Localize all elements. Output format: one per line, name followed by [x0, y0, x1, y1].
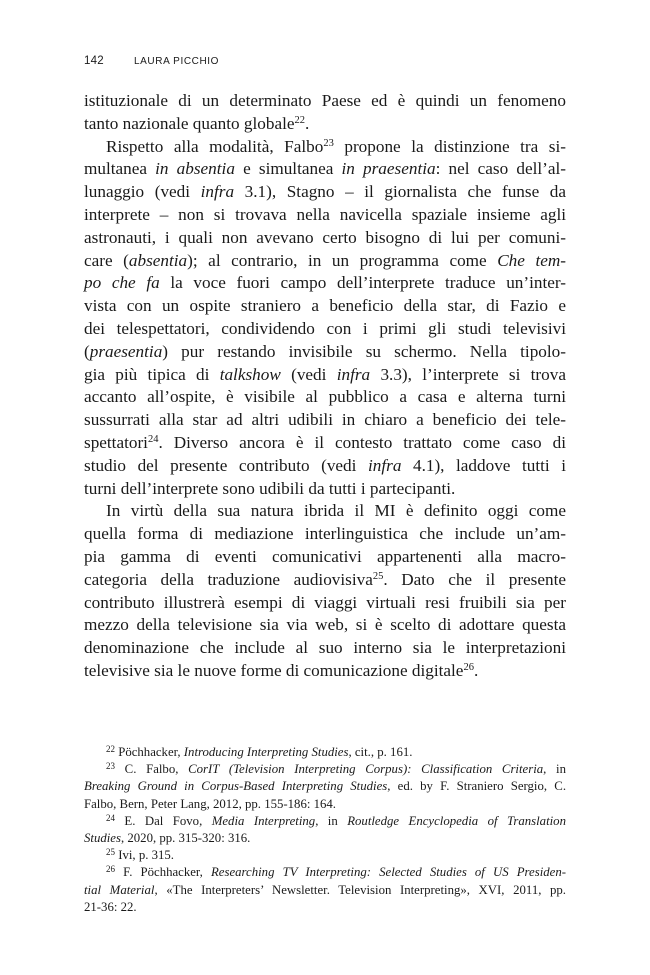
- body-line: [84, 569, 566, 592]
- footnote-line: [84, 830, 566, 847]
- italic-text: absentia: [128, 250, 188, 270]
- text-run: , «The Interpreters’ Newsletter. Television Interpreting», XVI, 2011, pp.: [154, 882, 566, 897]
- text-run: , cit., p. 161.: [348, 745, 413, 759]
- text-run: care (: [84, 250, 129, 270]
- italic-text: talkshow: [219, 364, 281, 384]
- footnote-ref: 23: [106, 761, 115, 772]
- body-line: [84, 341, 566, 364]
- italic-text: Breaking Ground in Corpus-Based Interpreting Studies: [84, 779, 388, 794]
- italic-text: Researching TV Interpreting: Selected Studies of US Presiden-: [210, 865, 566, 880]
- italic-text: infra: [200, 182, 235, 202]
- text-run: pia gamma di eventi comunicativi appartenenti alla macro-: [84, 546, 566, 566]
- body-line: [84, 136, 566, 159]
- text-run: lunaggio (vedi: [84, 182, 201, 202]
- italic-text: Studies: [84, 830, 121, 845]
- italic-text: po che fa: [84, 273, 160, 293]
- text-run: . Diverso ancora è il contesto trattato come caso di: [158, 432, 566, 452]
- footnote-ref: 25: [106, 847, 115, 858]
- body-line: [84, 318, 566, 341]
- body-line: [84, 113, 566, 136]
- body-line: [84, 432, 566, 455]
- text-run: multanea: [84, 159, 156, 179]
- italic-text: in praesentia: [341, 159, 436, 179]
- body-line: [84, 386, 566, 409]
- body-line: [84, 455, 566, 478]
- text-run: Ivi, p. 315.: [115, 848, 175, 863]
- text-run: dei telespettatori, condividendo con i primi gli studi televisivi: [84, 318, 566, 338]
- italic-text: Routledge Encyclopedia of Translation: [347, 813, 566, 828]
- text-run: , in: [543, 762, 566, 777]
- running-header: [84, 55, 219, 67]
- text-run: F. Pöchhacker,: [115, 865, 211, 880]
- body-line: [84, 158, 566, 181]
- text-run: sussurrati alla star ad altri udibili in chiaro a beneficio dei tele-: [84, 410, 566, 430]
- running-author: LAURA PICCHIO: [134, 56, 220, 67]
- body-line: [84, 181, 566, 204]
- italic-text: praesentia: [89, 341, 163, 361]
- italic-text: infra: [336, 364, 371, 384]
- body-line: [84, 478, 566, 501]
- text-run: Rispetto alla modalità, Falbo: [106, 136, 324, 156]
- footnote-ref: 22: [294, 114, 305, 126]
- body-line: [84, 592, 566, 615]
- body-line: [84, 295, 566, 318]
- body-line: [84, 500, 566, 523]
- italic-text: CorIT (Television Interpreting Corpus): Classification Criteria: [188, 762, 544, 777]
- body-line: [84, 227, 566, 250]
- text-run: 21-36: 22.: [84, 899, 137, 914]
- text-run: turni dell’interprete sono udibili da tutti i partecipanti.: [84, 478, 456, 498]
- text-run: 3.1), Stagno – il giornalista che funse da: [234, 182, 566, 202]
- footnote-ref: 26: [463, 661, 474, 673]
- text-run: istituzionale di un determinato Paese ed è quindi un fenomeno: [84, 91, 566, 110]
- footnote-ref: 23: [323, 137, 334, 149]
- text-run: (vedi: [280, 364, 337, 384]
- body-line: [84, 614, 566, 637]
- text-run: studio del presente contributo (vedi: [84, 455, 368, 475]
- body-line: [84, 637, 566, 660]
- body-text: [84, 90, 566, 683]
- text-run: . Dato che il presente: [383, 569, 566, 589]
- text-run: astronauti, i quali non avevano certo bisogno di lui per comuni-: [84, 227, 566, 247]
- footnote-line: [84, 744, 566, 761]
- text-run: : nel caso dell’al-: [435, 159, 566, 179]
- body-line: [84, 204, 566, 227]
- text-run: E. Dal Fovo,: [115, 813, 212, 828]
- body-line: [84, 660, 566, 683]
- italic-text: Media Interpreting: [211, 813, 316, 828]
- text-run: propone la distinzione tra si-: [333, 136, 566, 156]
- text-run: accanto all’ospite, è visibile al pubblico a casa e alterna turni: [84, 387, 566, 407]
- text-run: quella forma di mediazione interlinguistica che include un’am-: [84, 524, 566, 544]
- italic-text: Che tem-: [497, 250, 566, 270]
- text-run: ); al contrario, in un programma come: [187, 250, 498, 270]
- text-run: ) pur restando invisibile su schermo. Nella tipolo-: [162, 341, 566, 361]
- text-run: vista con un ospite straniero a beneficio della star, di Fazio e: [84, 296, 566, 316]
- text-run: 4.1), laddove tutti i: [401, 455, 566, 475]
- text-run: denominazione che include al suo interno sia le interpretazioni: [84, 638, 566, 658]
- text-run: mezzo della televisione sia via web, si è scelto di adottare questa: [84, 615, 566, 635]
- footnote-ref: 26: [106, 864, 115, 875]
- text-run: , ed. by F. Straniero Sergio, C.: [387, 779, 567, 794]
- body-line: [84, 523, 566, 546]
- text-run: tanto nazionale quanto globale: [84, 113, 295, 133]
- footnote-line: [84, 761, 566, 778]
- text-run: .: [304, 113, 310, 133]
- body-line: [84, 364, 566, 387]
- footnote-line: [84, 864, 566, 881]
- body-line: [84, 272, 566, 295]
- footnote-line: [84, 778, 566, 795]
- text-run: , 2020, pp. 315-320: 316.: [120, 830, 251, 845]
- footnote-ref: 24: [106, 812, 115, 823]
- footnote-ref: 25: [372, 570, 384, 582]
- footnote-ref: 22: [106, 744, 115, 754]
- footnotes: [84, 744, 566, 916]
- text-run: e simultanea: [234, 159, 342, 179]
- text-run: C. Falbo,: [115, 762, 189, 777]
- text-run: televisive sia le nuove forme di comunicazione digitale: [84, 660, 464, 680]
- text-run: In virtù della sua natura ibrida il MI è definito oggi come: [106, 501, 566, 521]
- text-run: gia più tipica di: [84, 364, 220, 384]
- text-run: interprete – non si trovava nella navicella spaziale insieme agli: [84, 204, 566, 224]
- text-run: 3.3), l’interprete si trova: [370, 364, 566, 384]
- text-run: spettatori: [84, 432, 148, 452]
- italic-text: tial Material: [84, 882, 155, 897]
- body-line: [84, 90, 566, 113]
- italic-text: infra: [367, 455, 402, 475]
- text-run: categoria della traduzione audiovisiva: [84, 569, 373, 589]
- text-run: contributo illustrerà esempi di viaggi virtuali resi fruibili sia per: [84, 592, 566, 612]
- body-line: [84, 409, 566, 432]
- footnote-line: [84, 899, 566, 916]
- italic-text: in absentia: [155, 159, 235, 179]
- text-run: Pöchhacker,: [115, 745, 184, 759]
- italic-text: Introducing Interpreting Studies: [183, 745, 349, 759]
- footnote-line: [84, 813, 566, 830]
- footnote-line: [84, 847, 566, 864]
- footnote-line: [84, 882, 566, 899]
- footnote-ref: 24: [147, 433, 159, 445]
- text-run: (: [84, 341, 90, 361]
- body-line: [84, 546, 566, 569]
- footnote-line: [84, 796, 566, 813]
- text-run: .: [473, 660, 479, 680]
- page-number: 142: [84, 55, 104, 67]
- text-run: la voce fuori campo dell’interprete traduce un’inter-: [159, 273, 566, 293]
- text-run: , in: [315, 813, 348, 828]
- body-line: [84, 250, 566, 273]
- text-run: Falbo, Bern, Peter Lang, 2012, pp. 155-186: 164.: [84, 796, 336, 811]
